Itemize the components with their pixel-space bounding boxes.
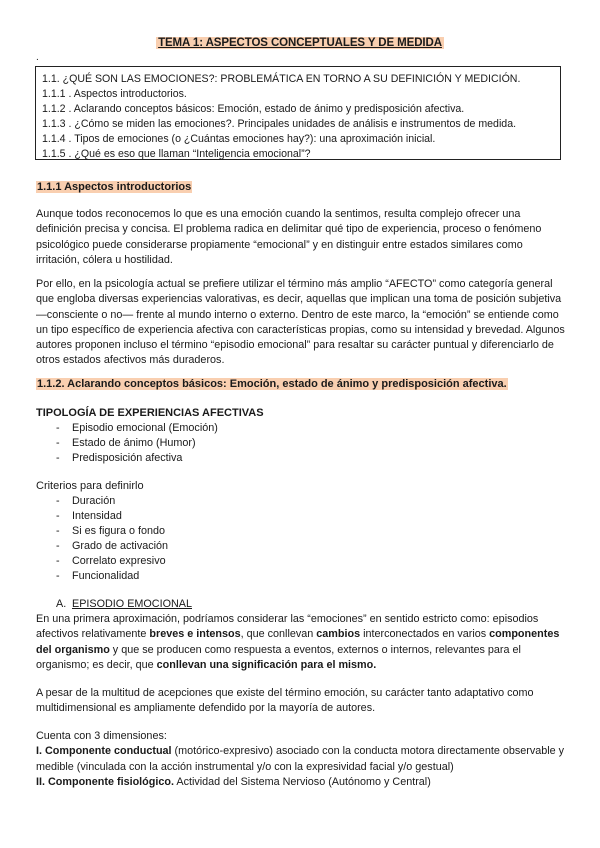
criteria-title: Criterios para definirlo: [36, 480, 144, 492]
typology-title: TIPOLOGÍA DE EXPERIENCIAS AFECTIVAS: [36, 407, 264, 419]
list-item: - Predisposición afectiva: [56, 452, 183, 464]
list-item: - Intensidad: [56, 510, 122, 522]
multidimensional-paragraph: A pesar de la multitud de acepciones que existe del término emoción, su carácter tanto adaptativo como multidimensional es ampliamente defendido por la mayoría de autores.: [36, 687, 534, 715]
dimension-1: I. Componente conductual (motórico-expresivo) asociado con la conducta motora directamente observable y medible (vinculada con la acción instrumental y/o con la expresividad facial y/o gestual): [36, 745, 565, 773]
page-title: TEMA 1: ASPECTOS CONCEPTUALES Y DE MEDIDA: [158, 37, 442, 49]
list-item: - Duración: [56, 495, 116, 507]
toc-item: 1.1.4 . Tipos de emociones (o ¿Cuántas emociones hay?): una aproximación inicial.: [42, 133, 436, 145]
section-heading-intro: 1.1.1 Aspectos introductorios: [37, 181, 192, 193]
dimension-2: II. Componente fisiológico. Actividad del Sistema Nervioso (Autónomo y Central): [36, 775, 431, 788]
intro-paragraph-1: Aunque todos reconocemos lo que es una emoción cuando la sentimos, resulta complejo ofrecer una definición precisa y concisa. El problema radica en delimitar qué tipo de experiencia, proceso o fenómeno psicológico puede considerarse propiamente “emocional” y en distinguir entre estados similares como irritación, cólera u hostilidad.: [36, 208, 542, 266]
dimensions-block: [36, 729, 566, 790]
typology-list: [56, 421, 218, 466]
toc-item: 1.1.2 . Aclarando conceptos básicos: Emoción, estado de ánimo y predisposición afectiva.: [42, 103, 465, 115]
list-item: - Correlato expresivo: [56, 555, 166, 567]
list-item: - Funcionalidad: [56, 570, 140, 582]
dimensions-intro: Cuenta con 3 dimensiones:: [36, 730, 167, 742]
toc-item: 1.1.5 . ¿Qué es eso que llaman “Inteligencia emocional”?: [42, 148, 311, 160]
toc-item: 1.1.3 . ¿Cómo se miden las emociones?. Principales unidades de análisis e instrumentos de medida.: [42, 118, 517, 130]
intro-paragraph-2: Por ello, en la psicología actual se prefiere utilizar el término más amplio “AFECTO” como categoría general que engloba diversas experiencias valorativas, es decir, aquellas que implican una toma de posición subjetiva —consciente o no— frente al mundo interno o externo. Dentro de este marco, la “emoción” se entiende como un tipo específico de experiencia afectiva con características propias, como su intensidad y brevedad. Algunos autores proponen incluso el término “episodio emocional” para resaltar su carácter puntual y diferenciarlo de otros estados afectivos más duraderos.: [36, 278, 565, 367]
list-item: - Episodio emocional (Emoción): [56, 422, 218, 434]
toc-item: 1.1.1 . Aspectos introductorios.: [42, 88, 187, 100]
list-item: - Grado de activación: [56, 540, 169, 552]
list-item: - Si es figura o fondo: [56, 525, 166, 537]
section-heading-concepts: 1.1.2. Aclarando conceptos básicos: Emoción, estado de ánimo y predisposición afectiva.: [37, 378, 507, 390]
criteria-list: [56, 494, 168, 584]
stray-dot: .: [36, 52, 39, 63]
episodio-paragraph: En una primera aproximación, podríamos considerar las “emociones” en sentido estricto como: episodios afectivos relativamente breves e intensos, que conllevan cambios interconectados en varios componentes del organismo y que se producen como respuesta a eventos, externos o internos, relevantes para el organismo; es decir, que conllevan una significación para el mismo.: [36, 613, 560, 671]
list-item: - Estado de ánimo (Humor): [56, 437, 196, 449]
subsection-a-title: A. EPISODIO EMOCIONAL: [56, 598, 192, 610]
table-of-contents: [35, 66, 561, 160]
toc-item: 1.1. ¿QUÉ SON LAS EMOCIONES?: PROBLEMÁTICA EN TORNO A SU DEFINICIÓN Y MEDICIÓN.: [42, 73, 521, 85]
